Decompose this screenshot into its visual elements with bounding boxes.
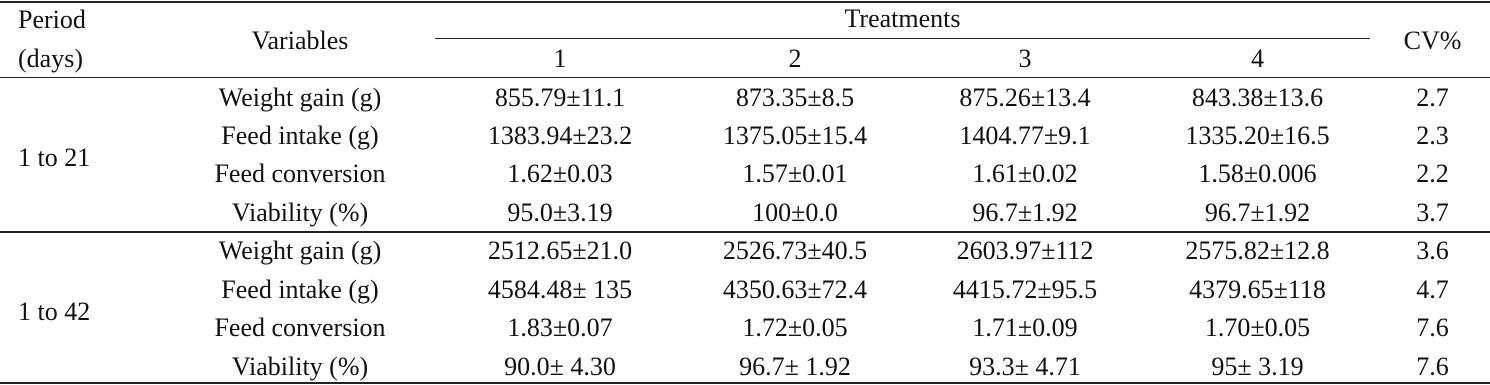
variable-label: Weight gain (g): [218, 236, 382, 265]
treatment-1-header: 1: [553, 44, 567, 73]
treatment-value: 2603.97±112: [956, 236, 1094, 265]
header-treatments: Treatments: [844, 4, 961, 33]
treatment-value: 1.62±0.03: [507, 159, 613, 188]
treatment-value: 4350.63±72.4: [722, 275, 868, 304]
bottom-rule: [0, 382, 1490, 384]
treatment-value: 1.72±0.05: [742, 313, 848, 342]
header-period-line2: (days): [18, 44, 83, 73]
treatment-value: 90.0± 4.30: [504, 352, 616, 381]
treatment-value: 95.0±3.19: [507, 198, 613, 227]
treatment-value: 96.7± 1.92: [739, 352, 851, 381]
group-separator-rule: [0, 231, 1490, 233]
treatment-4-header: 4: [1251, 44, 1264, 73]
treatment-value: 96.7±1.92: [1204, 198, 1311, 227]
treatment-value: 4415.72±95.5: [952, 275, 1098, 304]
cv-value: 3.6: [1416, 236, 1449, 265]
variable-label: Weight gain (g): [218, 83, 382, 112]
treatment-value: 1.61±0.02: [972, 159, 1078, 188]
treatment-value: 875.26±13.4: [959, 83, 1091, 112]
treatment-value: 96.7±1.92: [972, 198, 1078, 227]
treatment-value: 843.38±13.6: [1191, 83, 1324, 112]
treatment-value: 1.70±0.05: [1204, 313, 1311, 342]
treatment-value: 855.79±11.1: [494, 83, 626, 112]
header-variables: Variables: [251, 26, 349, 55]
cv-value: 7.6: [1416, 313, 1449, 342]
treatment-value: 1375.05±15.4: [722, 121, 868, 150]
variable-label: Feed intake (g): [221, 121, 379, 150]
variable-label: Viability (%): [231, 352, 369, 381]
variable-label: Feed conversion: [214, 313, 386, 342]
period-label: 1 to 42: [18, 297, 91, 326]
treatment-value: 1383.94±23.2: [487, 121, 633, 150]
header-bottom-rule: [0, 77, 1490, 78]
cv-value: 7.6: [1416, 352, 1449, 381]
treatment-value: 1404.77±9.1: [959, 121, 1091, 150]
treatment-value: 4379.65±118: [1189, 275, 1326, 304]
cv-value: 4.7: [1416, 275, 1449, 304]
period-label: 1 to 21: [18, 143, 91, 172]
treatments-rule: [435, 38, 1370, 39]
treatment-value: 1.58±0.006: [1198, 159, 1317, 188]
variable-label: Viability (%): [231, 198, 369, 227]
cv-value: 2.2: [1416, 159, 1449, 188]
treatment-value: 1.57±0.01: [742, 159, 848, 188]
treatment-2-header: 2: [788, 44, 802, 73]
treatment-value: 95± 3.19: [1211, 352, 1304, 381]
treatment-value: 2526.73±40.5: [722, 236, 868, 265]
treatment-value: 1.71±0.09: [972, 313, 1078, 342]
header-cv: CV%: [1403, 26, 1462, 55]
cv-value: 2.7: [1416, 83, 1449, 112]
treatment-value: 2512.65±21.0: [487, 236, 633, 265]
treatment-3-header: 3: [1018, 44, 1032, 73]
variable-label: Feed intake (g): [221, 275, 379, 304]
top-rule: [0, 1, 1490, 3]
header-period-line1: Period: [18, 5, 86, 34]
variable-label: Feed conversion: [214, 159, 386, 188]
treatment-value: 2575.82±12.8: [1185, 236, 1330, 265]
cv-value: 2.3: [1416, 121, 1449, 150]
treatment-value: 873.35±8.5: [735, 83, 855, 112]
treatment-value: 1.83±0.07: [507, 313, 613, 342]
treatment-value: 100±0.0: [752, 198, 838, 227]
treatment-value: 4584.48± 135: [487, 275, 633, 304]
treatment-value: 1335.20±16.5: [1185, 121, 1330, 150]
cv-value: 3.7: [1416, 198, 1449, 227]
treatment-value: 93.3± 4.71: [969, 352, 1081, 381]
